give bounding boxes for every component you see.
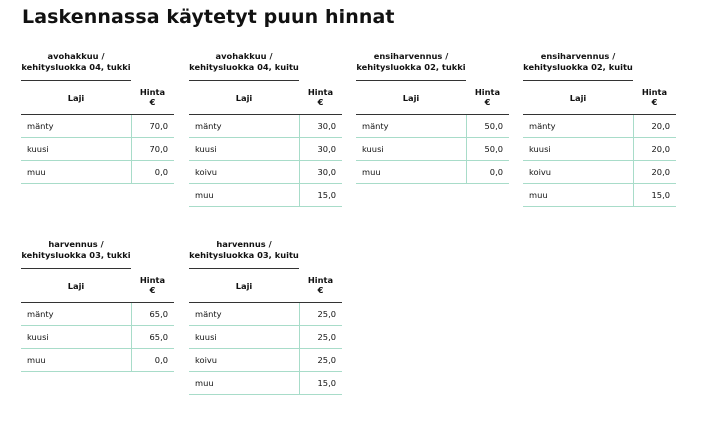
price-cell: 65,0 [131, 303, 174, 326]
price-table-grid [523, 80, 676, 207]
table-row [189, 161, 342, 184]
price-table [189, 231, 342, 395]
column-header-hinta [633, 81, 676, 115]
price-cell: 15,0 [299, 184, 342, 207]
price-table [21, 43, 174, 184]
price-cell: 20,0 [633, 161, 676, 184]
column-header-hinta [131, 269, 174, 303]
price-table-grid [21, 80, 174, 184]
hinta-label: Hinta [307, 275, 334, 286]
species-cell: mänty [21, 303, 131, 326]
table-caption: avohakkuu / kehitysluokka 04, kuitu [189, 50, 299, 72]
price-cell: 25,0 [299, 349, 342, 372]
species-cell: muu [21, 161, 131, 184]
species-cell: kuusi [189, 138, 299, 161]
price-cell: 20,0 [633, 138, 676, 161]
species-cell: kuusi [21, 138, 131, 161]
table-row [189, 372, 342, 395]
price-table [523, 43, 676, 207]
currency-unit: € [651, 97, 658, 108]
page-title: Laskennassa käytetyt puun hinnat [22, 6, 395, 28]
table-row [523, 115, 676, 138]
column-header-laji: Laji [21, 81, 131, 115]
table-caption: ensiharvennus / kehitysluokka 02, kuitu [523, 50, 633, 72]
species-cell: mänty [523, 115, 633, 138]
price-cell: 25,0 [299, 326, 342, 349]
species-cell: koivu [189, 349, 299, 372]
species-cell: muu [356, 161, 466, 184]
currency-unit: € [149, 285, 156, 296]
table-header-row [189, 81, 342, 115]
price-table-grid [21, 268, 174, 372]
column-header-hinta [466, 81, 509, 115]
price-cell: 20,0 [633, 115, 676, 138]
species-cell: muu [523, 184, 633, 207]
table-row [189, 349, 342, 372]
table-caption: harvennus / kehitysluokka 03, kuitu [189, 238, 299, 260]
table-row [356, 161, 509, 184]
table-row [523, 138, 676, 161]
species-cell: kuusi [523, 138, 633, 161]
table-caption: avohakkuu / kehitysluokka 04, tukki [21, 50, 131, 72]
price-cell: 70,0 [131, 115, 174, 138]
column-header-hinta [131, 81, 174, 115]
table-row [189, 184, 342, 207]
species-cell: mänty [189, 303, 299, 326]
price-cell: 30,0 [299, 161, 342, 184]
column-header-laji: Laji [356, 81, 466, 115]
price-table-grid [189, 268, 342, 395]
species-cell: muu [21, 349, 131, 372]
column-header-hinta [299, 269, 342, 303]
table-row [21, 115, 174, 138]
price-cell: 0,0 [466, 161, 509, 184]
table-header-row [523, 81, 676, 115]
price-cell: 15,0 [299, 372, 342, 395]
price-cell: 0,0 [131, 349, 174, 372]
table-row [189, 326, 342, 349]
currency-unit: € [484, 97, 491, 108]
price-cell: 70,0 [131, 138, 174, 161]
price-cell: 50,0 [466, 138, 509, 161]
price-cell: 50,0 [466, 115, 509, 138]
price-table [189, 43, 342, 207]
column-header-laji: Laji [21, 269, 131, 303]
species-cell: mänty [189, 115, 299, 138]
price-cell: 65,0 [131, 326, 174, 349]
table-row [21, 326, 174, 349]
table-row [189, 303, 342, 326]
table-row [523, 161, 676, 184]
currency-unit: € [317, 285, 324, 296]
price-cell: 30,0 [299, 115, 342, 138]
hinta-label: Hinta [474, 87, 501, 98]
species-cell: mänty [21, 115, 131, 138]
price-table-grid [189, 80, 342, 207]
species-cell: kuusi [21, 326, 131, 349]
price-table [21, 231, 174, 372]
table-header-row [21, 81, 174, 115]
hinta-label: Hinta [139, 275, 166, 286]
table-row [356, 115, 509, 138]
species-cell: kuusi [189, 326, 299, 349]
table-caption: ensiharvennus / kehitysluokka 02, tukki [356, 50, 466, 72]
table-row [189, 115, 342, 138]
price-cell: 25,0 [299, 303, 342, 326]
table-row [21, 349, 174, 372]
table-row [21, 161, 174, 184]
hinta-label: Hinta [139, 87, 166, 98]
table-header-row [356, 81, 509, 115]
currency-unit: € [149, 97, 156, 108]
column-header-hinta [299, 81, 342, 115]
column-header-laji: Laji [189, 81, 299, 115]
species-cell: muu [189, 184, 299, 207]
column-header-laji: Laji [523, 81, 633, 115]
table-caption: harvennus / kehitysluokka 03, tukki [21, 238, 131, 260]
table-row [189, 138, 342, 161]
column-header-laji: Laji [189, 269, 299, 303]
table-row [523, 184, 676, 207]
price-cell: 30,0 [299, 138, 342, 161]
table-header-row [189, 269, 342, 303]
species-cell: koivu [523, 161, 633, 184]
price-cell: 15,0 [633, 184, 676, 207]
hinta-label: Hinta [641, 87, 668, 98]
currency-unit: € [317, 97, 324, 108]
price-table-grid [356, 80, 509, 184]
species-cell: koivu [189, 161, 299, 184]
table-row [21, 303, 174, 326]
table-header-row [21, 269, 174, 303]
hinta-label: Hinta [307, 87, 334, 98]
species-cell: mänty [356, 115, 466, 138]
table-row [21, 138, 174, 161]
species-cell: kuusi [356, 138, 466, 161]
table-row [356, 138, 509, 161]
species-cell: muu [189, 372, 299, 395]
price-table [356, 43, 509, 184]
price-cell: 0,0 [131, 161, 174, 184]
